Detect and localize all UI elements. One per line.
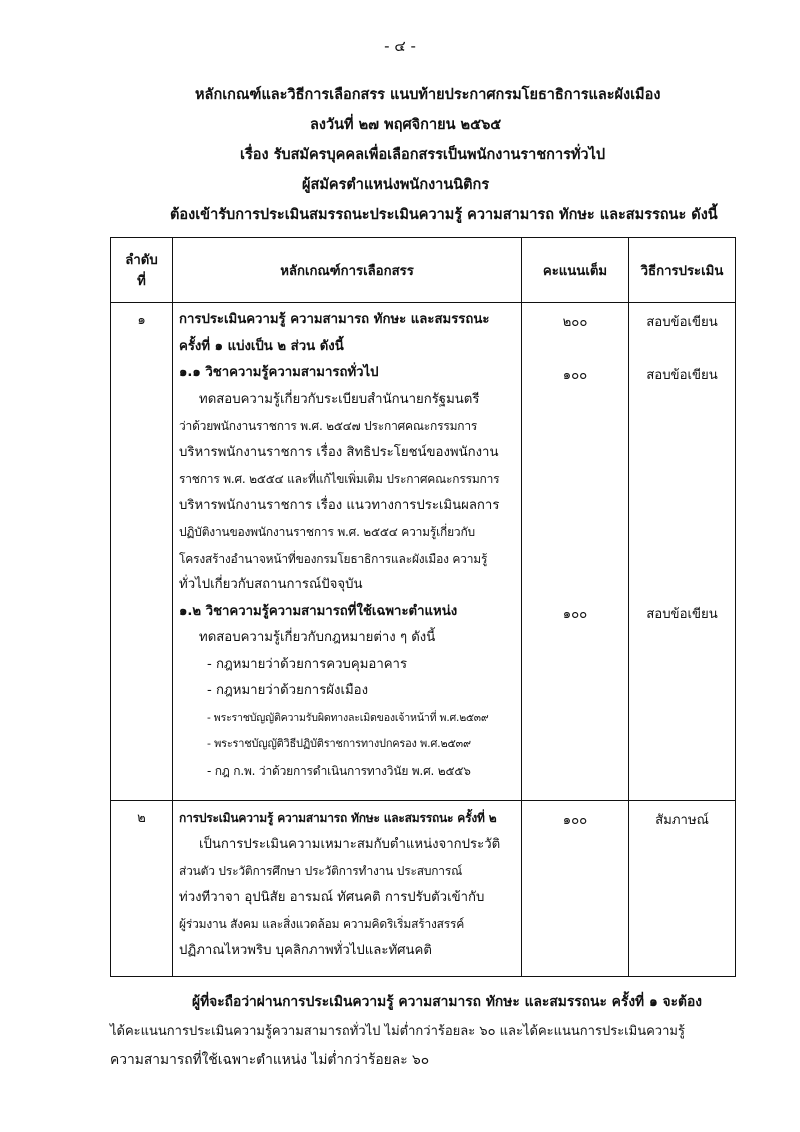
footer-line-3: ความสามารถที่ใช้เฉพาะตำแหน่ง ไม่ต่ำกว่าร้อยละ ๖๐ — [110, 1052, 430, 1068]
document-header — [150, 80, 718, 230]
page-number: - ๔ - — [384, 37, 416, 55]
header-full-score: คะแนนเต็ม — [522, 238, 629, 303]
header-title: หลักเกณฑ์และวิธีการเลือกสรร แนบท้ายประกาศกรมโยธาธิการและผังเมือง — [195, 87, 661, 103]
header-position: ผู้สมัครตำแหน่งพนักงานนิติกร — [302, 177, 490, 193]
row-score: ๒๐๐ ๑๐๐ ๑๐๐ — [522, 303, 629, 801]
footer-note — [110, 988, 750, 1075]
header-subject: เรื่อง รับสมัครบุคคลเพื่อเลือกสรรเป็นพนักงานราชการทั่วไป — [240, 147, 606, 163]
row-criteria: การประเมินความรู้ ความสามารถ ทักษะ และสมรรถนะ ครั้งที่ ๑ แบ่งเป็น ๒ ส่วน ดังนี้ ๑.๑ วิชาความรู้ความสามารถทั่วไป ทดสอบความรู้เกี่ยวกับระเบียบสำนักนายกรัฐมนตรี ว่าด้วยพนักงานราชการ พ.ศ. ๒๕๔๗ ประกาศคณะกรรมการ บริหารพนักงานราชการ เรื่อง สิทธิประโยชน์ของพนักงาน ราชการ พ.ศ. ๒๕๕๔ และที่แก้ไขเพิ่มเติม ประกาศคณะกรรมการ บริหารพนักงานราชการ เรื่อง แนวทางการประเมินผลการ ปฏิบัติงานของพนักงานราชการ พ.ศ. ๒๕๕๔ ความรู้เกี่ยวกับ โครงสร้างอำนาจหน้าที่ของกรมโยธาธิการและผังเมือง ความรู้ ทั่วไปเกี่ยวกับสถานการณ์ปัจจุบัน ๑.๒ วิชาความรู้ความสามารถที่ใช้เฉพาะตำแหน่ง ทดสอบความรู้เกี่ยวกับกฎหมายต่าง ๆ ดังนี้ - กฎหมายว่าด้วยการควบคุมอาคาร - กฎหมายว่าด้วยการผังเมือง - พระราชบัญญัติความรับผิดทางละเมิดของเจ้าหน้าที่ พ.ศ.๒๕๓๙ - พระราชบัญญัติวิธีปฏิบัติราชการทางปกครอง พ.ศ.๒๕๓๙ - กฎ ก.พ. ว่าด้วยการดำเนินการทางวินัย พ.ศ. ๒๕๕๖ — [173, 303, 522, 801]
header-assessment: ต้องเข้ารับการประเมินสมรรถนะประเมินความรู้ ความสามารถ ทักษะ และสมรรถนะ ดังนี้ — [170, 207, 718, 223]
footer-line-1: ผู้ที่จะถือว่าผ่านการประเมินความรู้ ความสามารถ ทักษะ และสมรรถนะ ครั้งที่ ๑ จะต้อง — [192, 994, 702, 1010]
row-criteria: การประเมินความรู้ ความสามารถ ทักษะ และสมรรถนะ ครั้งที่ ๒ เป็นการประเมินความเหมาะสมกับตำแหน่งจากประวัติ ส่วนตัว ประวัติการศึกษา ประวัติการทำงาน ประสบการณ์ ท่วงทีวาจา อุปนิสัย อารมณ์ ทัศนคติ การปรับตัวเข้ากับ ผู้ร่วมงาน สังคม และสิ่งแวดล้อม ความคิดริเริ่มสร้างสรรค์ ปฏิภาณไหวพริบ บุคลิกภาพทั่วไปและทัศนคติ — [173, 801, 522, 977]
row-score: ๑๐๐ — [522, 801, 629, 977]
footer-line-2: ได้คะแนนการประเมินความรู้ความสามารถทั่วไป ไม่ต่ำกว่าร้อยละ ๖๐ และได้คะแนนการประเมินความรู้ — [110, 1024, 685, 1039]
row-number: ๒ — [111, 801, 173, 977]
header-criteria: หลักเกณฑ์การเลือกสรร — [173, 238, 522, 303]
table-header-row — [111, 238, 736, 303]
header-order: ลำดับ ที่ — [111, 238, 173, 303]
row-number: ๑ — [111, 303, 173, 801]
table-row — [111, 801, 736, 977]
criteria-table — [110, 237, 736, 977]
header-method: วิธีการประเมิน — [629, 238, 736, 303]
row-method: สัมภาษณ์ — [629, 801, 736, 977]
header-date: ลงวันที่ ๒๗ พฤศจิกายน ๒๕๖๕ — [310, 117, 502, 133]
table-row — [111, 303, 736, 801]
row-method: สอบข้อเขียน สอบข้อเขียน สอบข้อเขียน — [629, 303, 736, 801]
